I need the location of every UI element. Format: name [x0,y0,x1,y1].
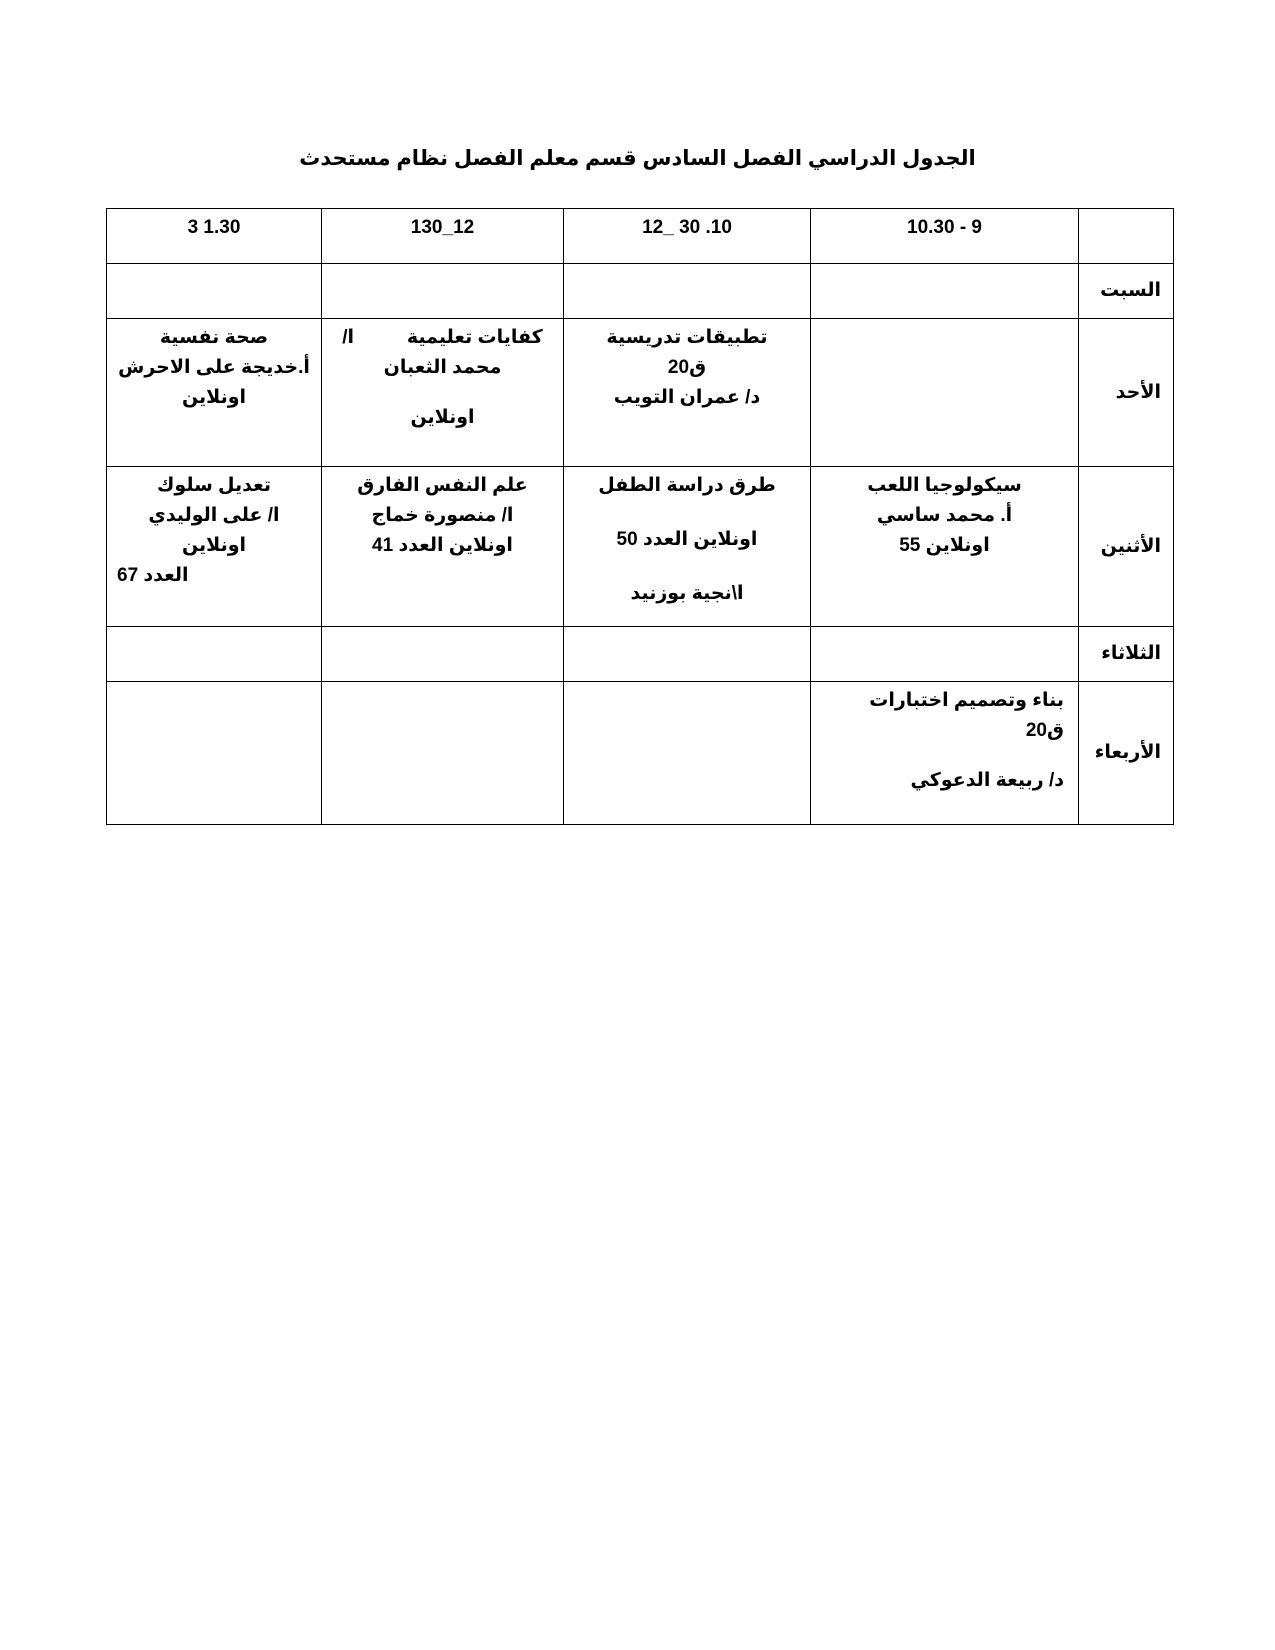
delivery-mode: اونلاين [410,407,475,428]
row-monday [107,467,1174,627]
row-saturday [107,264,1174,319]
course-name: كفايات تعليمية ا/ [342,327,543,348]
cell-wednesday-3 [322,682,564,825]
header-row [107,209,1174,264]
row-sunday [107,319,1174,467]
header-slot-2 [564,209,811,264]
day-sunday: الأحد [1079,319,1174,467]
row-wednesday [107,682,1174,825]
cell-sunday-3 [322,319,564,467]
teacher: أ. محمد ساسي [876,505,1013,526]
cell-sunday-1 [811,319,1079,467]
teacher: محمد الثعبان [383,357,502,378]
teacher: ا/ على الوليدي [148,505,280,526]
cell-tuesday-2 [564,627,811,682]
teacher: د/ عمران التويب [613,387,761,408]
room: ق20 [1025,720,1064,741]
day-wednesday: الأربعاء [1079,682,1174,825]
cell-wednesday-4 [107,682,322,825]
corner-cell [1079,209,1174,264]
cell-sunday-2 [564,319,811,467]
header-slot-3 [322,209,564,264]
course-name: بناء وتصميم اختبارات [869,690,1064,711]
course-name: تطبيقات تدريسية [606,327,768,348]
cell-saturday-4 [107,264,322,319]
room: ق20 [667,357,707,378]
cell-saturday-1 [811,264,1079,319]
student-count: العدد 67 [117,565,189,586]
cell-monday-2 [564,467,811,627]
cell-wednesday-1 [811,682,1079,825]
course-name: تعديل سلوك [157,475,271,496]
cell-monday-3 [322,467,564,627]
cell-saturday-2 [564,264,811,319]
course-name: سيكولوجيا اللعب [867,475,1022,496]
teacher: أ.خديجة على الاحرش [118,357,310,378]
header-slot-2-label: 12_ 30 .10 [642,217,732,238]
row-tuesday [107,627,1174,682]
teacher: ا/ منصورة خماج [371,505,514,526]
delivery-mode: اونلاين 55 [899,535,990,556]
cell-sunday-4 [107,319,322,467]
cell-tuesday-1 [811,627,1079,682]
cell-monday-1 [811,467,1079,627]
header-slot-3-label: 130_12 [410,217,475,238]
header-slot-4 [107,209,322,264]
course-name: طرق دراسة الطفل [598,475,776,496]
cell-tuesday-3 [322,627,564,682]
cell-saturday-3 [322,264,564,319]
header-slot-4-label: 3 1.30 [187,217,241,238]
schedule-table [106,208,1174,825]
delivery-mode: اونلاين العدد 41 [372,535,513,556]
day-tuesday: الثلاثاء [1079,627,1174,682]
course-name: علم النفس الفارق [357,475,528,496]
header-slot-1-label: 10.30 - 9 [907,217,982,238]
course-name: صحة نفسية [159,327,269,348]
page-title: الجدول الدراسي الفصل السادس قسم معلم الفصل نظام مستحدث [299,147,976,170]
cell-tuesday-4 [107,627,322,682]
delivery-mode: اونلاين [181,535,247,556]
teacher: د/ ربيعة الدعوكي [910,770,1064,791]
delivery-mode: اونلاين [181,387,247,408]
teacher: ا\نجية بوزنيد [630,583,744,604]
header-slot-1 [811,209,1079,264]
cell-monday-4 [107,467,322,627]
delivery-mode: اونلاين العدد 50 [616,529,758,550]
day-saturday: السبت [1079,264,1174,319]
cell-wednesday-2 [564,682,811,825]
day-monday: الأثنين [1079,467,1174,627]
